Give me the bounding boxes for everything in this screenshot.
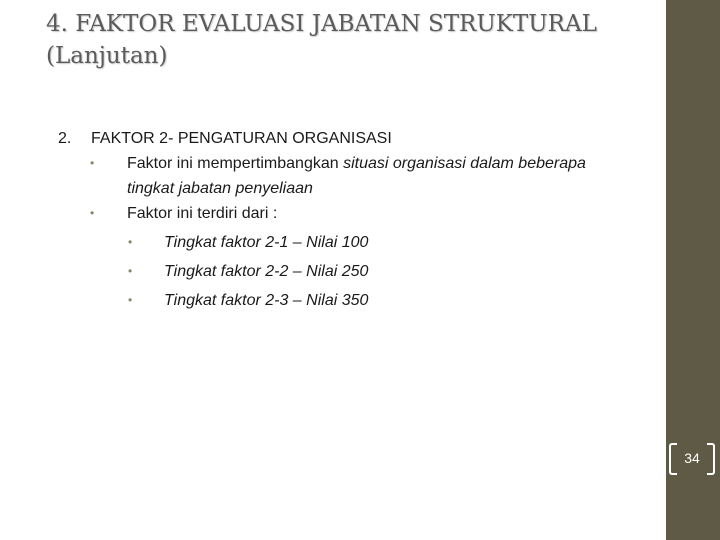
page-number-badge: [669, 443, 715, 477]
bullet-icon: •: [128, 235, 133, 249]
bullet-text-italic-a: situasi organisasi dalam beberapa: [343, 155, 586, 172]
sub-bullet-item: [58, 259, 668, 284]
numbered-item: [58, 126, 668, 151]
bullet-text: Faktor ini terdiri dari :: [127, 205, 278, 222]
sub-bullet-text: Tingkat faktor 2-1 – Nilai 100: [164, 234, 369, 251]
bullet-item: [58, 201, 668, 226]
bullet-icon: •: [90, 156, 95, 170]
bullet-text-italic-b: tingkat jabatan penyeliaan: [127, 180, 313, 197]
sub-bullet-item: [58, 230, 668, 255]
bullet-icon: •: [128, 264, 133, 278]
bullet-item: [58, 151, 668, 201]
page-number: 34: [684, 450, 700, 466]
bullet-icon: •: [128, 293, 133, 307]
slide-title-line-2: (Lanjutan): [46, 43, 168, 69]
slide-title-line-1: 4. FAKTOR EVALUASI JABATAN STRUKTURAL: [46, 11, 597, 37]
sub-bullet-item: [58, 288, 668, 313]
slide-body: [58, 126, 668, 313]
bullet-icon: •: [90, 206, 95, 220]
sub-bullet-text: Tingkat faktor 2-2 – Nilai 250: [164, 263, 369, 280]
slide-title: [46, 8, 597, 72]
item-number: 2.: [58, 130, 72, 147]
sub-bullet-text: Tingkat faktor 2-3 – Nilai 350: [164, 292, 369, 309]
bullet-text-prefix: Faktor ini mempertimbangkan: [127, 155, 344, 172]
item-heading: FAKTOR 2- PENGATURAN ORGANISASI: [91, 130, 392, 147]
